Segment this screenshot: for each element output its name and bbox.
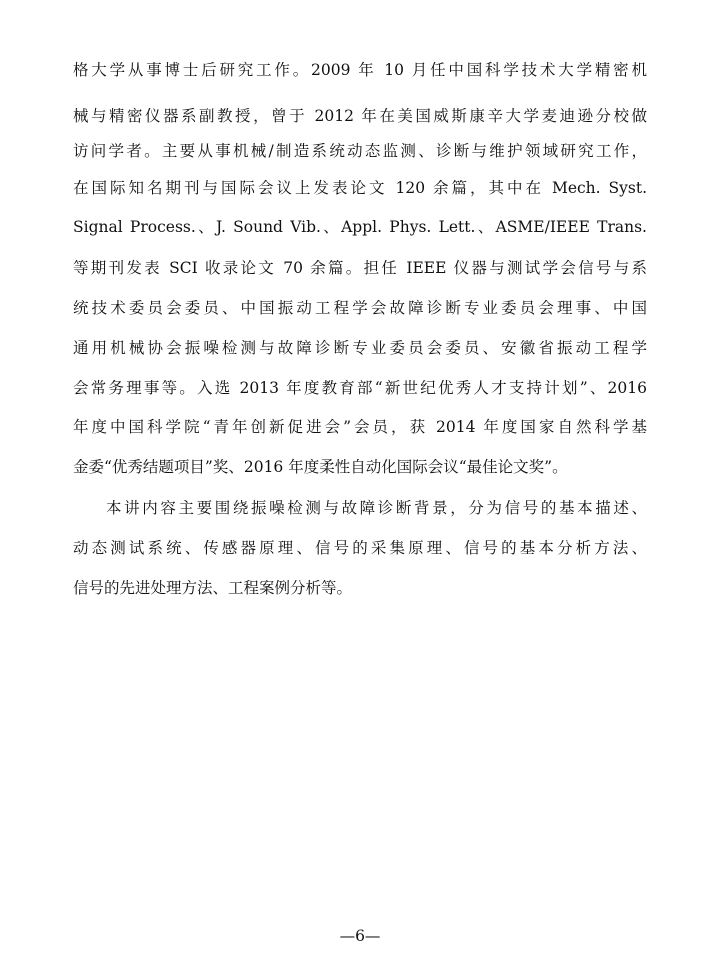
text-line: 统技术委员会委员、中国振动工程学会故障诊断专业委员会理事、中国 <box>73 299 647 317</box>
text-line: 会常务理事等。入选 2013 年度教育部“新世纪优秀人才支持计划”、2016 <box>73 379 647 397</box>
text-line: 在国际知名期刊与国际会议上发表论文 120 余篇，其中在 Mech. Syst. <box>73 179 647 197</box>
text-line: 年度中国科学院“青年创新促进会”会员，获 2014 年度国家自然科学基 <box>73 418 647 436</box>
text-line: 等期刊发表 SCI 收录论文 70 余篇。担任 IEEE 仪器与测试学会信号与系 <box>73 259 647 277</box>
text-line: 械与精密仪器系副教授，曾于 2012 年在美国威斯康辛大学麦迪逊分校做 <box>73 107 647 125</box>
text-line: 通用机械协会振噪检测与故障诊断专业委员会委员、安徽省振动工程学 <box>73 339 647 357</box>
text-line: 访问学者。主要从事机械/制造系统动态监测、诊断与维护领域研究工作， <box>73 142 647 160</box>
text-line: 本讲内容主要围绕振噪检测与故障诊断背景，分为信号的基本描述、 <box>106 499 647 517</box>
text-line: 信号的先进处理方法、工程案例分析等。 <box>73 579 353 597</box>
text-line: Signal Process.、J. Sound Vib.、Appl. Phys. Lett.、ASME/IEEE Trans. <box>73 218 647 236</box>
text-line: 金委“优秀结题项目”奖、2016 年度柔性自动化国际会议“最佳论文奖”。 <box>73 458 568 476</box>
text-line: 动态测试系统、传感器原理、信号的采集原理、信号的基本分析方法、 <box>73 539 647 557</box>
page-number: —6— <box>339 927 381 945</box>
text-line: 格大学从事博士后研究工作。2009 年 10 月任中国科学技术大学精密机 <box>73 61 647 79</box>
